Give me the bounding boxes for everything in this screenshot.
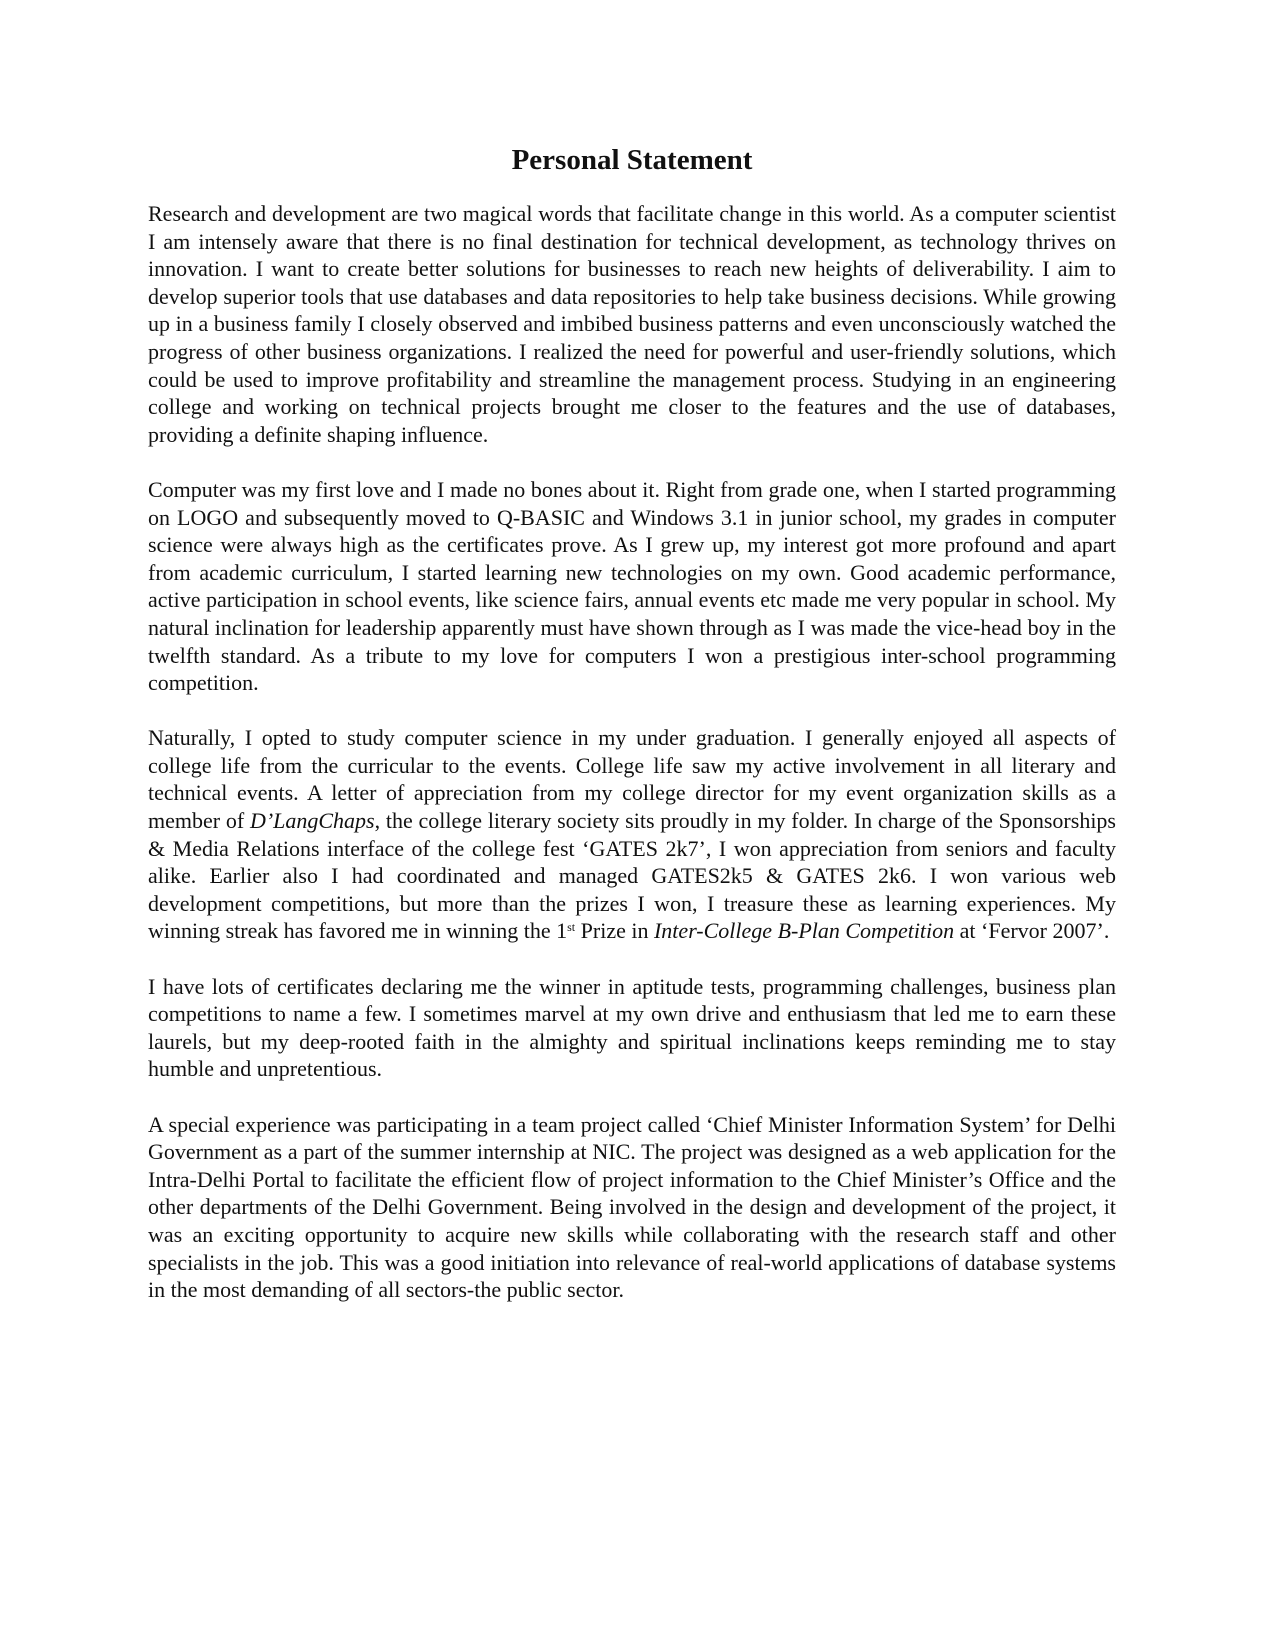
society-name: D’LangChaps — [249, 808, 375, 834]
college-text-part-2: , the college literary society sits proudly in my folder. In charge of the Sponsorships & Media Relations interface of the college fest ‘GATES 2k7’, I won appreciation from seniors and faculty alike. Earlier also I had coordinated and managed GATES2k5 & GATES 2k6. I won various web development competitions, but more than the prizes I won, I treasure these as learning experiences. My winning streak has favored me in winning the 1 — [148, 808, 1116, 944]
college-text-part-3: Prize in — [575, 918, 654, 944]
college-text-part-4: at ‘Fervor 2007’. — [954, 918, 1110, 944]
document-page — [148, 143, 1116, 1331]
paragraph-research-intro: Research and development are two magical words that facilitate change in this world. As a computer scientist I am intensely aware that there is no final destination for technical development, as technology thrives on innovation. I want to create better solutions for businesses to reach new heights of deliverability. I aim to develop superior tools that use databases and data repositories to help take business decisions. While growing up in a business family I closely observed and imbibed business patterns and even unconsciously watched the progress of other business organizations. I realized the need for powerful and user-friendly solutions, which could be used to improve profitability and streamline the management process. Studying in an engineering college and working on technical projects brought me closer to the features and the use of databases, providing a definite shaping influence. — [148, 201, 1116, 447]
document-title: Personal Statement — [511, 144, 753, 176]
ordinal-suffix: st — [567, 920, 576, 935]
paragraph-computer-love: Computer was my first love and I made no bones about it. Right from grade one, when I started programming on LOGO and subsequently moved to Q-BASIC and Windows 3.1 in junior school, my grades in computer science were always high as the certificates prove. As I grew up, my interest got more profound and apart from academic curriculum, I started learning new technologies on my own. Good academic performance, active participation in school events, like science fairs, annual events etc made me very popular in school. My natural inclination for leadership apparently must have shown through as I was made the vice-head boy in the twelfth standard. As a tribute to my love for computers I won a prestigious inter-school programming competition. — [148, 476, 1116, 696]
paragraph-certificates: I have lots of certificates declaring me the winner in aptitude tests, programming challenges, business plan competitions to name a few. I sometimes marvel at my own drive and enthusiasm that led me to earn these laurels, but my deep-rooted faith in the almighty and spiritual inclinations keeps reminding me to stay humble and unpretentious. — [148, 973, 1116, 1082]
paragraph-college-life — [148, 724, 1116, 945]
paragraph-internship: A special experience was participating in a team project called ‘Chief Minister Information System’ for Delhi Government as a part of the summer internship at NIC. The project was designed as a web application for the Intra-Delhi Portal to facilitate the efficient flow of project information to the Chief Minister’s Office and the other departments of the Delhi Government. Being involved in the design and development of the project, it was an exciting opportunity to acquire new skills while collaborating with the research staff and other specialists in the job. This was a good initiation into relevance of real-world applications of database systems in the most demanding of all sectors-the public sector. — [148, 1111, 1116, 1303]
competition-name: Inter-College B-Plan Competition — [653, 918, 955, 944]
college-text-part-1: Naturally, I opted to study computer science in my under graduation. I generally enjoyed all aspects of college life from the curricular to the events. College life saw my active involvement in all literary and technical events. A letter of appreciation from my college director for my event organization skills as a member of — [148, 725, 1116, 834]
